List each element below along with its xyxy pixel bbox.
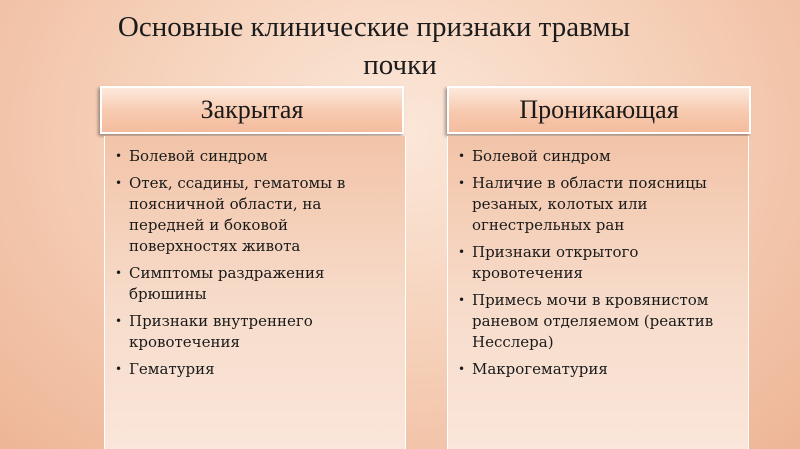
list-item [115, 173, 391, 257]
bullet-icon: • [458, 362, 466, 376]
list-item-text: Примесь мочи в кровянистом раневом отделяемом (реактив Несслера) [472, 291, 714, 351]
list-item [458, 173, 734, 236]
list-item-text: Болевой синдром [129, 147, 268, 165]
list-item-text: Наличие в области поясницы резаных, колотых или огнестрельных ран [472, 174, 707, 234]
slide-title [60, 8, 740, 84]
column-header-closed: Закрытая [100, 86, 404, 134]
list-item-text: Болевой синдром [472, 147, 611, 165]
list-item [458, 290, 734, 353]
slide-title-line-1: Основные клинические признаки травмы [117, 11, 631, 43]
list-item [115, 263, 391, 305]
bullet-icon: • [458, 293, 466, 307]
bullet-icon: • [115, 314, 123, 328]
list-item [458, 146, 734, 167]
list-item-text: Симптомы раздражения брюшины [129, 264, 325, 303]
list-item [115, 359, 391, 380]
slide-title-line-2: почки [363, 49, 437, 81]
list-item [458, 359, 734, 380]
symptom-list-closed [115, 146, 391, 380]
column-header-penetrating: Проникающая [447, 86, 751, 134]
list-item-text: Признаки внутреннего кровотечения [129, 312, 313, 351]
list-item-text: Макрогематурия [472, 360, 608, 378]
bullet-icon: • [458, 149, 466, 163]
bullet-icon: • [458, 245, 466, 259]
column-body-closed [104, 136, 406, 449]
list-item [115, 146, 391, 167]
bullet-icon: • [115, 266, 123, 280]
list-item-text: Гематурия [129, 360, 215, 378]
list-item [115, 311, 391, 353]
bullet-icon: • [115, 362, 123, 376]
bullet-icon: • [115, 176, 123, 190]
list-item-text: Отек, ссадины, гематомы в поясничной области, на передней и боковой поверхностях живота [129, 174, 346, 255]
bullet-icon: • [115, 149, 123, 163]
column-body-penetrating [447, 136, 749, 449]
list-item [458, 242, 734, 284]
bullet-icon: • [458, 176, 466, 190]
symptom-list-penetrating [458, 146, 734, 380]
list-item-text: Признаки открытого кровотечения [472, 243, 639, 282]
